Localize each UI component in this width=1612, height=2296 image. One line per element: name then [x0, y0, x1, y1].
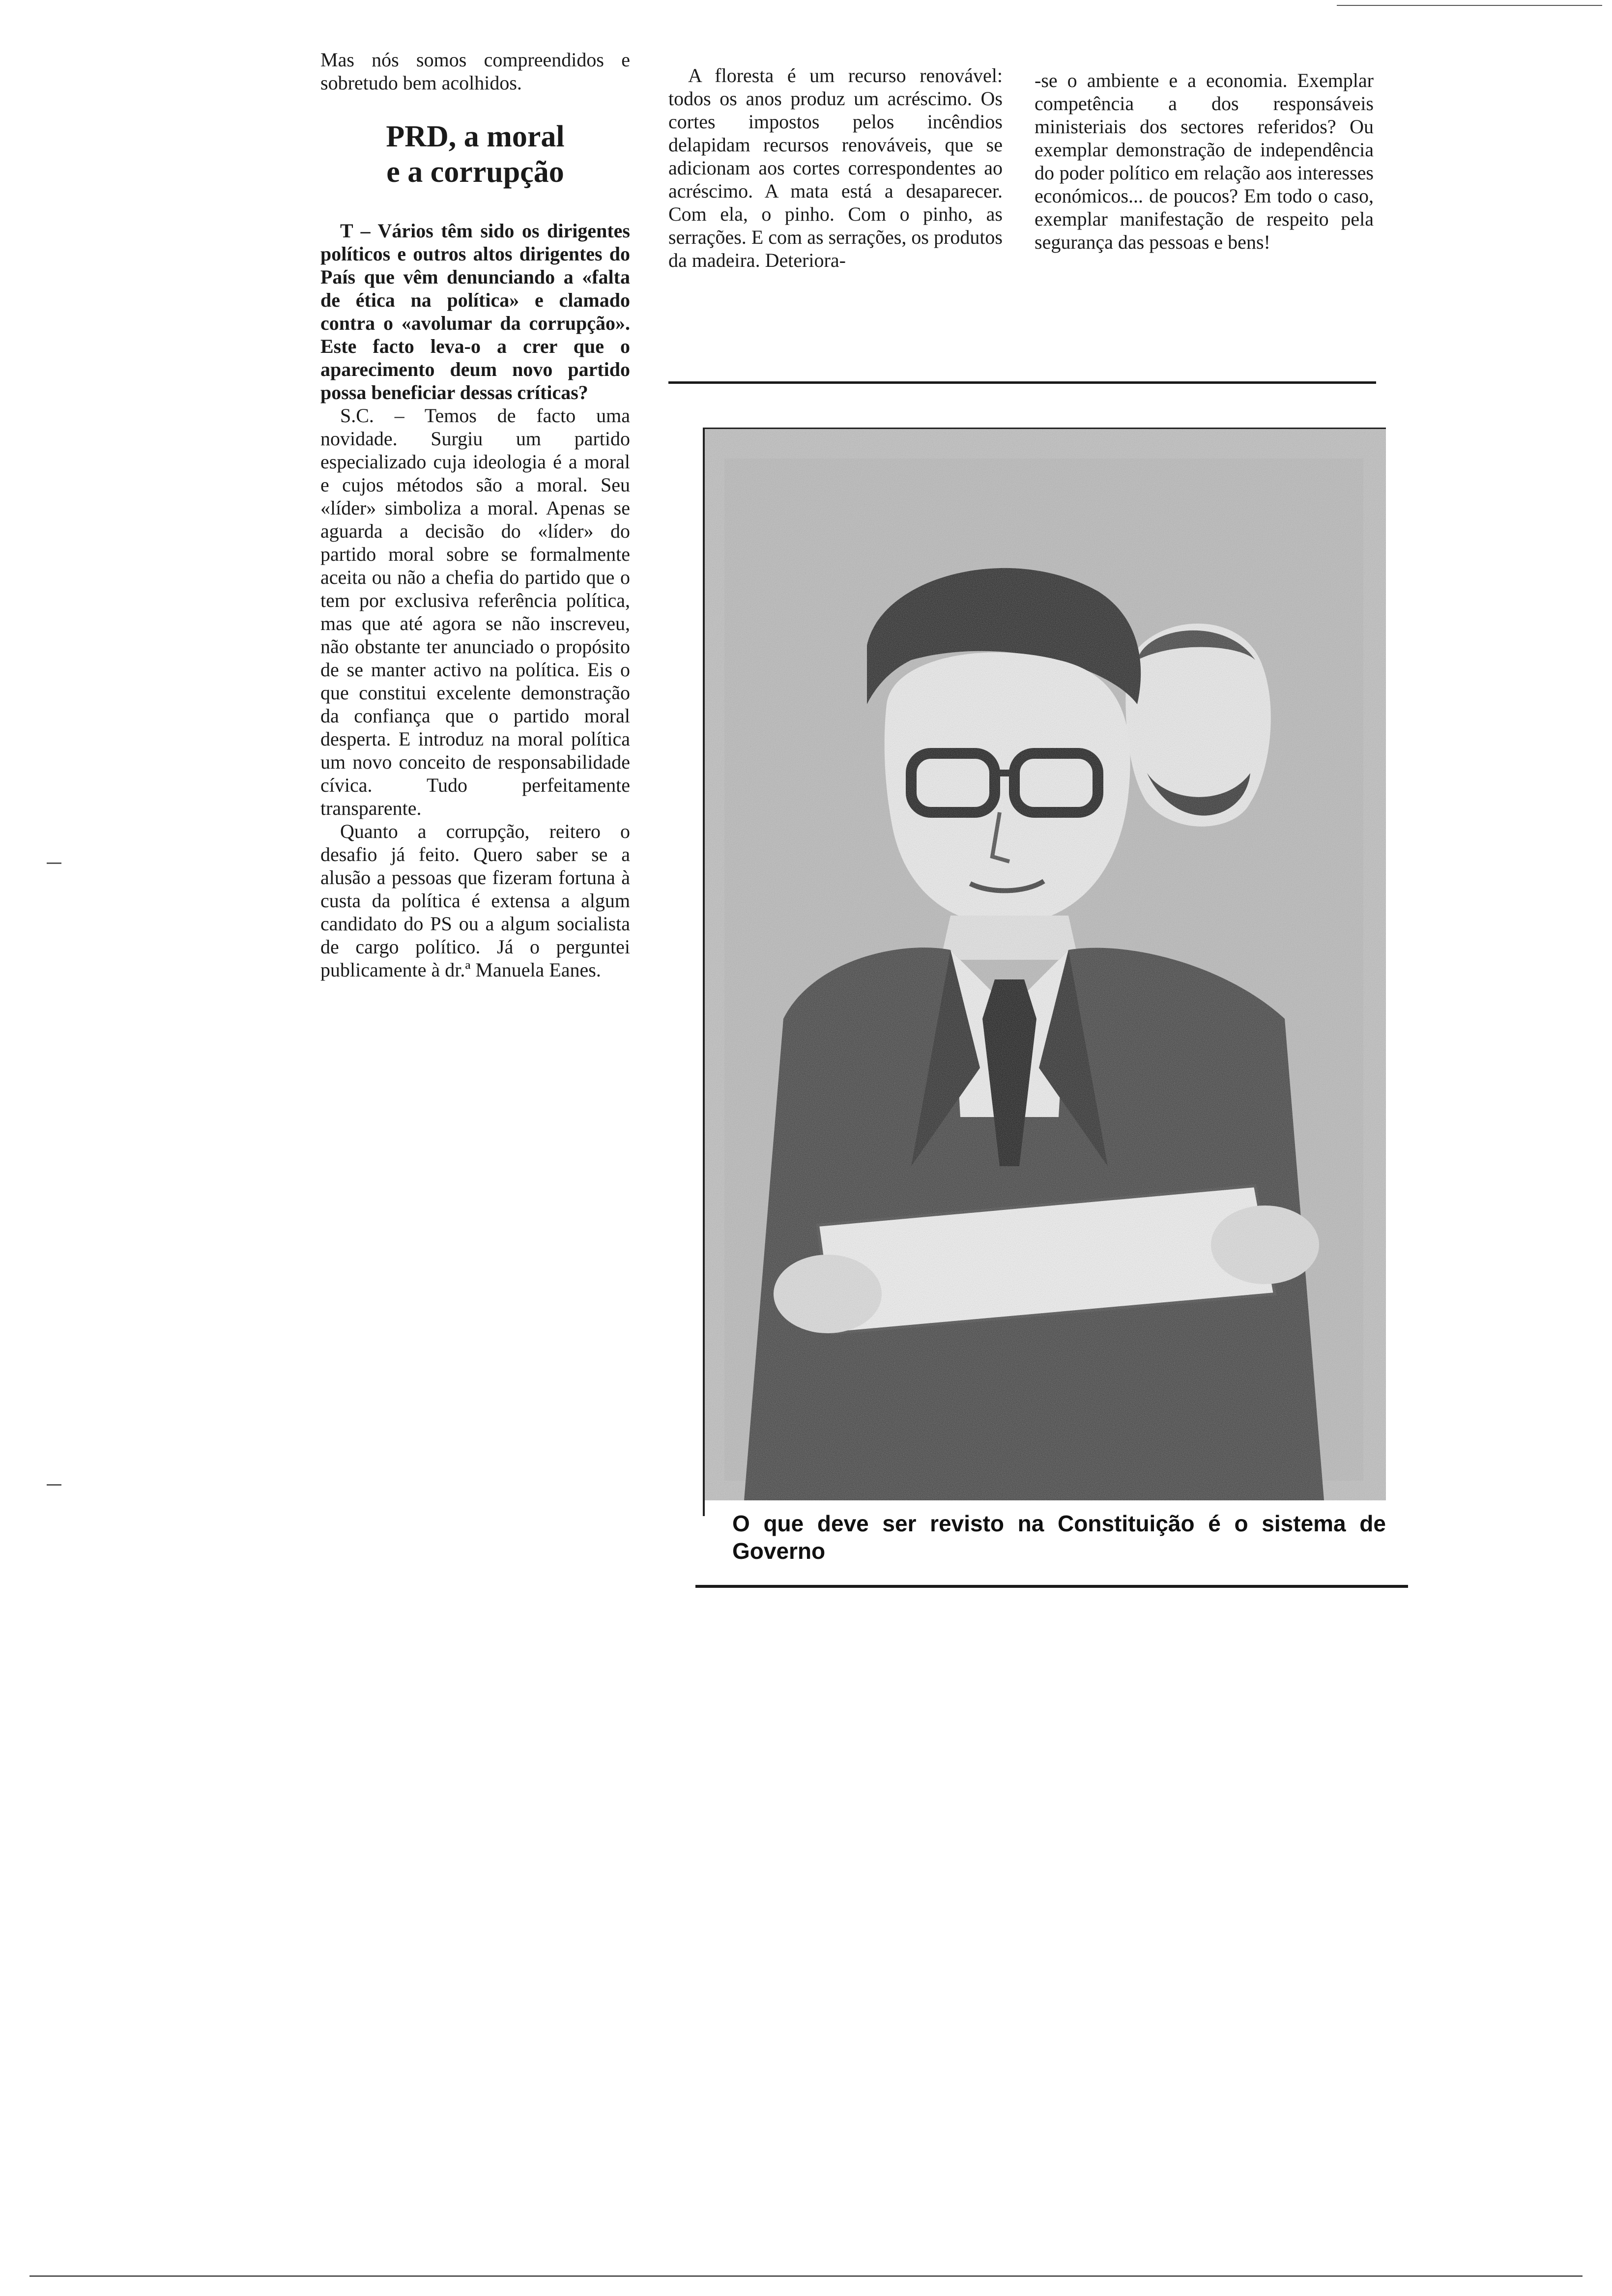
left-column — [320, 48, 630, 981]
interview-answer-paragraph-1: S.C. – Temos de facto uma novidade. Surgiu um partido especializado cuja ideologia é a moral e cujos métodos são a moral. Seu «líder» simboliza a moral. Apenas se aguarda a decisão do «líder» do partido moral sobre se formalmente aceita ou não a chefia do partido que o tem por exclusiva referência política, mas que até agora se não inscreveu, não obstante ter anunciado o propósito de se manter activo na política. Eis o que constitui excelente demonstração da confiança que o partido moral desperta. E introduz na moral política um novo conceito de responsabilidade cívica. Tudo perfeitamente transparente. — [320, 404, 630, 819]
intro-paragraph: Mas nós somos compreendidos e sobretudo bem acolhidos. — [320, 49, 630, 94]
interview-question: T – Vários têm sido os dirigentes políticos e outros altos dirigentes do País que vêm denunciando a «falta de ética na política» e clamado contra o «avolumar da corrupção». Este facto leva-o a crer que o aparecimento deum novo partido possa beneficiar dessas críticas? — [320, 220, 630, 403]
scan-artifact-line — [29, 2275, 1583, 2277]
headline — [320, 119, 630, 190]
headline-line-2: e a corrupção — [386, 155, 564, 189]
photo-caption: O que deve ser revisto na Constituição é o sistema de Governo — [732, 1511, 1386, 1564]
right-column-text: -se o ambiente e a economia. Exemplar competência a dos responsáveis ministeriais dos sectores referidos? Ou exemplar demonstração de independência do poder político em relação aos interesses económicos... de poucos? Em todo o caso, exemplar manifestação de respeito pela segurança das pessoas e bens! — [1035, 69, 1374, 253]
scan-artifact-mark — [47, 862, 61, 864]
photo-illustration — [705, 429, 1386, 1500]
scan-artifact-mark — [47, 1484, 61, 1486]
headline-line-1: PRD, a moral — [386, 120, 565, 153]
portrait-photo — [703, 428, 1386, 1516]
right-column — [1035, 69, 1374, 254]
scan-artifact-line — [1337, 5, 1602, 6]
middle-column — [668, 64, 1003, 272]
middle-column-text: A floresta é um recurso renovável: todos os anos produz um acréscimo. Os cortes impostos pelos incêndios delapidam recursos renováveis, que se adicionam aos cortes correspondentes ao acréscimo. A mata está a desaparecer. Com ela, o pinho. Com o pinho, as serrações. E com as serrações, os produtos da madeira. Deteriora- — [668, 64, 1003, 271]
top-divider-rule — [668, 381, 1376, 384]
bottom-divider-rule — [695, 1585, 1408, 1588]
interview-answer-paragraph-2: Quanto a corrupção, reitero o desafio já feito. Quero saber se a alusão a pessoas que fizeram fortuna à custa da política é extensa a algum candidato do PS ou a algum socialista de cargo político. Já o perguntei publicamente à dr.ª Manuela Eanes. — [320, 820, 630, 981]
